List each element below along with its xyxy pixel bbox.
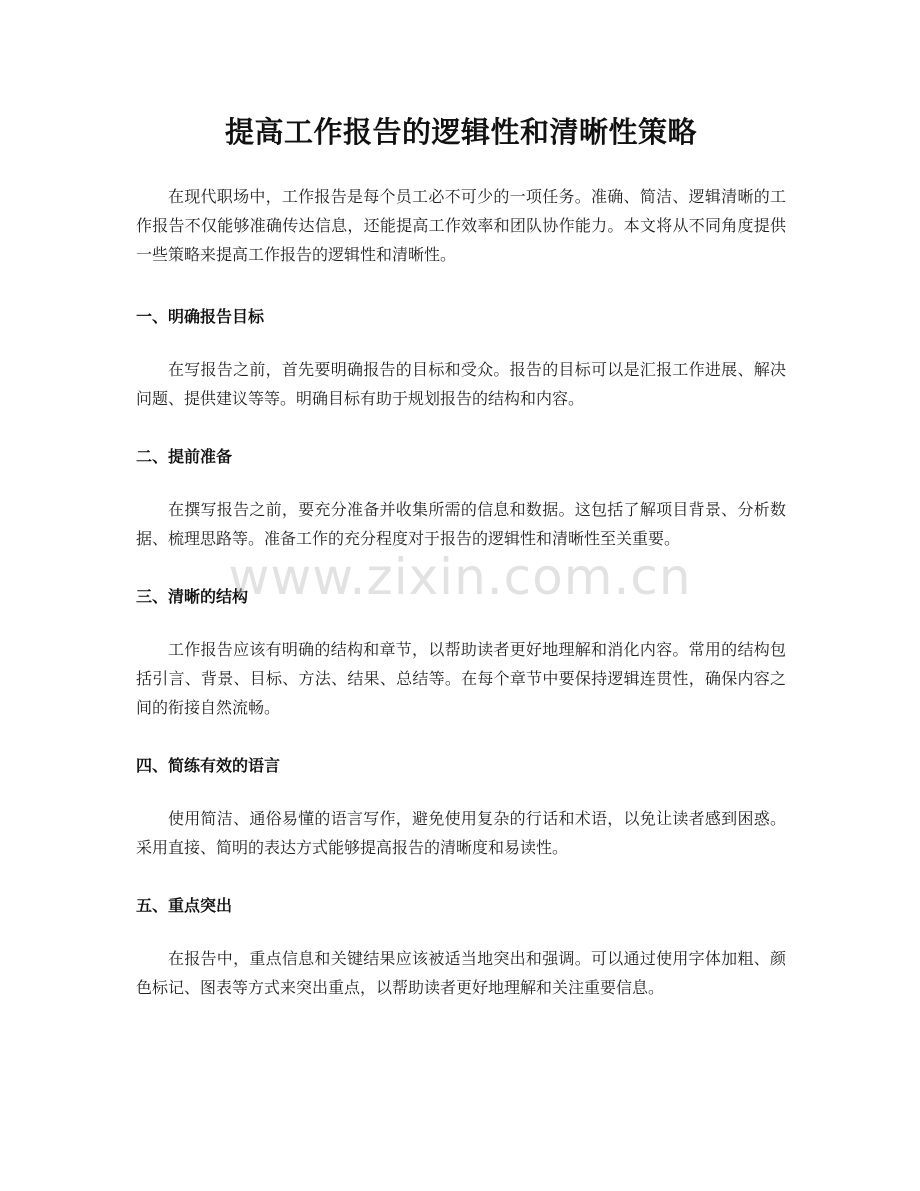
section-2 [136, 443, 786, 553]
section-5 [136, 892, 786, 1002]
intro-paragraph: 在现代职场中，工作报告是每个员工必不可少的一项任务。准确、简洁、逻辑清晰的工作报告不仅能够准确传达信息，还能提高工作效率和团队协作能力。本文将从不同角度提供一些策略来提高工作报告的逻辑性和清晰性。 [136, 187, 786, 264]
section-body: 工作报告应该有明确的结构和章节，以帮助读者更好地理解和消化内容。常用的结构包括引言、背景、目标、方法、结果、总结等。在每个章节中要保持逻辑连贯性，确保内容之间的衔接自然流畅。 [136, 640, 786, 717]
watermark: www.zixin.com.cn [228, 548, 692, 606]
section-body: 在撰写报告之前，要充分准备并收集所需的信息和数据。这包括了解项目背景、分析数据、梳理思路等。准备工作的充分程度对于报告的逻辑性和清晰性至关重要。 [136, 500, 786, 548]
document-title: 提高工作报告的逻辑性和清晰性策略 [224, 115, 697, 149]
section-4 [136, 752, 786, 862]
section-body: 使用简洁、通俗易懂的语言写作，避免使用复杂的行话和术语，以免让读者感到困惑。采用直接、简明的表达方式能够提高报告的清晰度和易读性。 [136, 809, 786, 857]
section-heading: 一、明确报告目标 [136, 307, 265, 326]
section-body: 在写报告之前，首先要明确报告的目标和受众。报告的目标可以是汇报工作进展、解决问题、提供建议等等。明确目标有助于规划报告的结构和内容。 [136, 360, 786, 408]
section-body: 在报告中，重点信息和关键结果应该被适当地突出和强调。可以通过使用字体加粗、颜色标记、图表等方式来突出重点，以帮助读者更好地理解和关注重要信息。 [136, 949, 786, 997]
section-heading: 五、重点突出 [136, 896, 233, 915]
section-heading: 三、清晰的结构 [136, 587, 249, 606]
section-3 [136, 583, 786, 722]
section-1 [136, 303, 786, 413]
section-heading: 二、提前准备 [136, 447, 233, 466]
section-heading: 四、简练有效的语言 [136, 756, 281, 775]
